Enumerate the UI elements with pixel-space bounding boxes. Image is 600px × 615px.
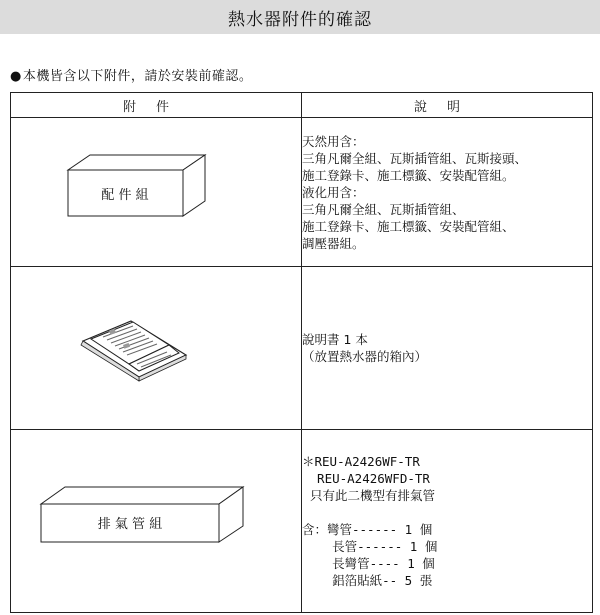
- manual-booklet-icon: [11, 267, 253, 429]
- desc-line: 說明書 1 本: [302, 332, 368, 347]
- table-row: [11, 118, 593, 267]
- exhaust-kit-box-icon: [11, 430, 253, 612]
- column-header-description: 說明: [302, 93, 593, 118]
- exhaust-kit-cell: [11, 430, 302, 613]
- desc-line: （放置熱水器的箱內）: [302, 349, 428, 364]
- contents-line: 鋁箔貼紙-- 5 張: [302, 573, 433, 588]
- bullet-icon: ●: [10, 69, 22, 84]
- column-header-accessory: 附件: [11, 93, 302, 118]
- desc-line: 三角凡爾全組、瓦斯插管組、: [302, 201, 465, 217]
- model-note: 只有此二機型有排氣管: [302, 488, 435, 503]
- accessories-table: [10, 92, 593, 613]
- table-row: [11, 267, 593, 430]
- manual-description: [302, 267, 593, 430]
- contents-line: 長管------ 1 個: [302, 539, 438, 554]
- parts-kit-label: 配 件 組: [101, 188, 149, 203]
- page-header: [0, 0, 600, 34]
- table-row: [11, 430, 593, 613]
- intro-sentence: 本機皆含以下附件，請於安裝前確認。: [22, 69, 253, 84]
- desc-line: 三角凡爾全組、瓦斯插管組、瓦斯接頭、: [302, 150, 528, 166]
- desc-line: 液化用含：: [302, 184, 365, 200]
- manual-cell: [11, 267, 302, 430]
- model-line: ＊REU-A2426WF-TR: [302, 454, 420, 469]
- desc-line: 天然用含：: [302, 133, 365, 149]
- page-title: 熱水器附件的確認: [228, 9, 372, 30]
- parts-kit-cell: [11, 118, 302, 267]
- desc-line: 調壓器組。: [302, 235, 365, 251]
- intro-text: [10, 65, 252, 84]
- parts-kit-description: [302, 118, 593, 267]
- desc-line: 施工登錄卡、施工標籤、安裝配管組。: [302, 167, 515, 183]
- exhaust-kit-description: [302, 430, 593, 613]
- desc-line: 施工登錄卡、施工標籤、安裝配管組、: [302, 218, 515, 234]
- contents-line: 長彎管---- 1 個: [302, 556, 435, 571]
- contents-line: 含：彎管------ 1 個: [302, 522, 433, 537]
- model-line: REU-A2426WFD-TR: [302, 471, 430, 486]
- parts-kit-box-icon: [11, 118, 253, 266]
- exhaust-kit-label: 排 氣 管 組: [97, 517, 163, 532]
